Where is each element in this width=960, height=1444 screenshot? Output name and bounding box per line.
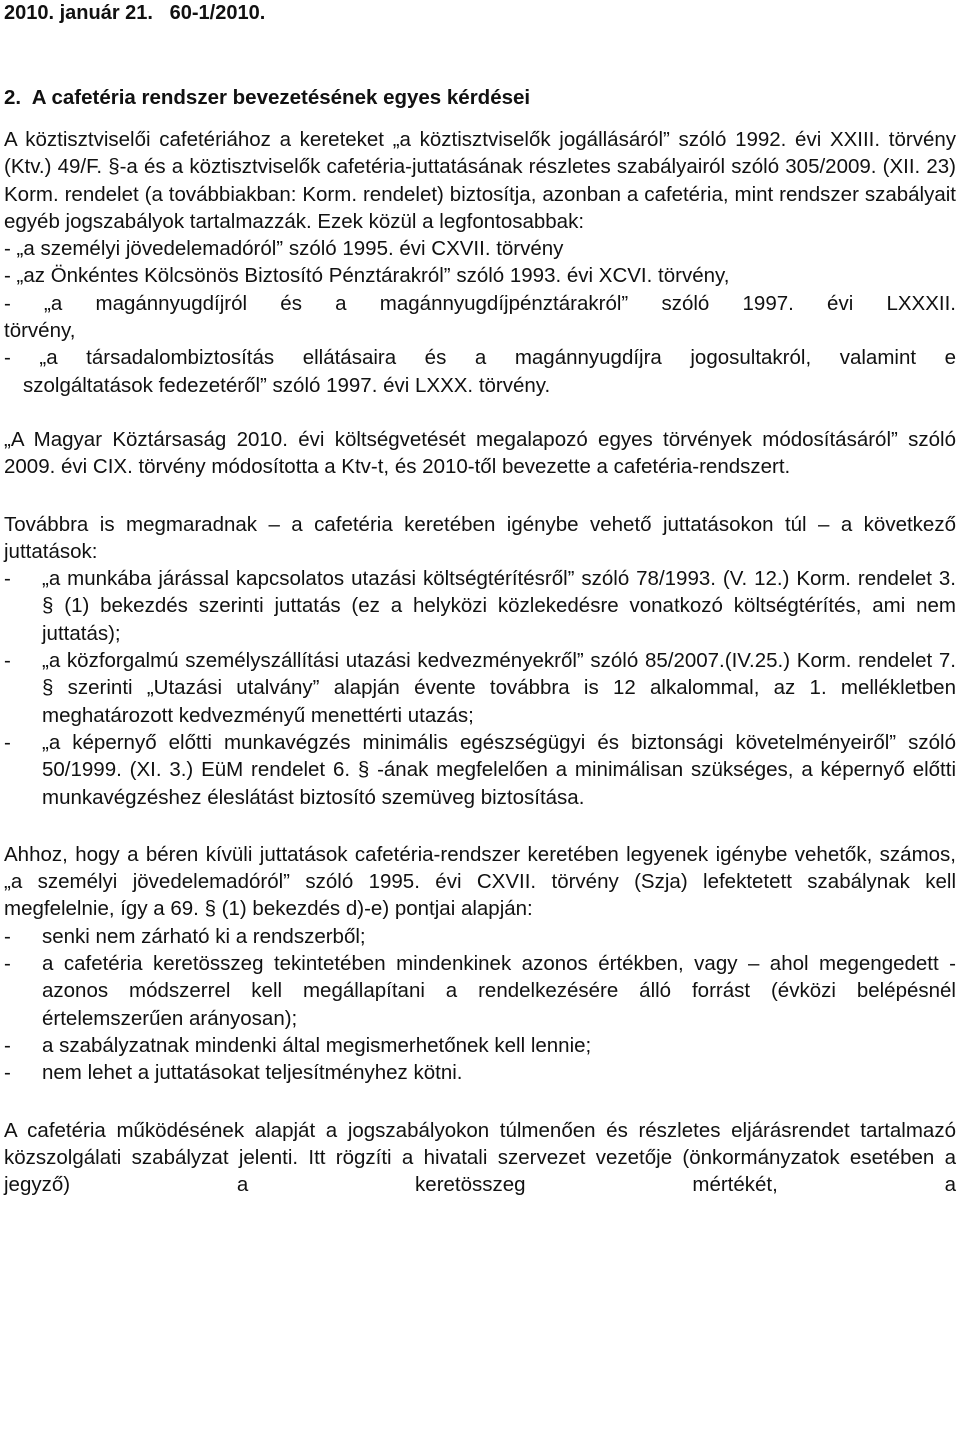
list-dash: - bbox=[4, 730, 11, 754]
conditions-list bbox=[4, 923, 956, 1087]
conditions-intro: Ahhoz, hogy a béren kívüli juttatások cafetéria-rendszer keretében legyenek igénybe vehetők, számos, „a személyi jövedelemadóról” szóló 1995. évi CXVII. törvény (Szja) lefektetett szabálynak kell megfelelnie, így a 69. § (1) bekezdés d)-e) pontjai alapján: bbox=[4, 842, 956, 921]
law-item-continuation bbox=[4, 317, 956, 344]
condition-item bbox=[4, 923, 956, 950]
list-dash: - bbox=[4, 952, 11, 976]
law-item-text: szolgáltatások fedezetéről” szóló 1997. évi LXXX. törvény. bbox=[23, 373, 551, 397]
list-dash: - bbox=[4, 924, 11, 948]
condition-item bbox=[4, 950, 956, 1032]
remaining-item bbox=[4, 647, 956, 729]
document-page bbox=[4, 0, 956, 1198]
remaining-item bbox=[4, 565, 956, 647]
remaining-item-text: „a képernyő előtti munkavégzés minimális egészségügyi és biztonsági követelményeiről” szóló 50/1999. (XI. 3.) EüM rendelet 6. § -ának megfelelően a minimálisan szükséges, a képernyő előtti munkavégzéshez éleslátást biztosító szemüveg biztosítása. bbox=[42, 730, 956, 809]
law-item-continuation bbox=[4, 372, 956, 399]
law-item bbox=[4, 235, 956, 262]
list-dash: - bbox=[4, 1033, 11, 1057]
condition-item-text: a szabályzatnak mindenki által megismerhetőnek kell lennie; bbox=[42, 1033, 592, 1057]
condition-item-text: nem lehet a juttatásokat teljesítményhez kötni. bbox=[42, 1061, 463, 1085]
list-dash: - bbox=[4, 1061, 11, 1085]
law-item-text: - „a személyi jövedelemadóról” szóló 1995. évi CXVII. törvény bbox=[4, 237, 564, 261]
law-list bbox=[4, 235, 956, 399]
closing-paragraph: A cafetéria működésének alapját a jogszabályokon túlmenően és részletes eljárásrendet tartalmazó közszolgálati szabályzat jelenti. Itt rögzíti a hivatali szervezet vezetője (önkormányzatok esetében a jegyző) a keretösszeg mértékét, a bbox=[4, 1118, 956, 1197]
law-item-text: - „a magánnyugdíjról és a magánnyugdíjpénztárakról” szóló 1997. évi LXXXII. bbox=[4, 291, 956, 315]
intro-paragraph: A köztisztviselői cafetériához a kereteket „a köztisztviselők jogállásáról” szóló 1992. évi XXIII. törvény (Ktv.) 49/F. §-a és a köztisztviselők cafetéria-juttatásának részletes szabályairól szóló 305/2009. (XII. 23) Korm. rendelet (a továbbiakban: Korm. rendelet) biztosítja, azonban a cafetéria, mint rendszer szabályait egyéb jogszabályok tartalmazzák. Ezek közül a legfontosabbak: bbox=[4, 128, 956, 233]
remaining-list bbox=[4, 565, 956, 811]
remaining-intro: Továbbra is megmaradnak – a cafetéria keretében igénybe vehető juttatásokon túl – a következő juttatások: bbox=[4, 512, 956, 563]
condition-item bbox=[4, 1032, 956, 1059]
document-header: 2010. január 21. 60-1/2010. bbox=[4, 2, 266, 24]
list-dash: - bbox=[4, 567, 11, 591]
condition-item-text: a cafetéria keretösszeg tekintetében mindenkinek azonos értékben, vagy – ahol megengedett - azonos módszerrel kell megállapítani a rendelkezésére álló forrást (évközi belépésnél értelemszerűen arányosan); bbox=[42, 952, 956, 1030]
condition-item bbox=[4, 1059, 956, 1086]
remaining-item-text: „a munkába járással kapcsolatos utazási költségtérítésről” szóló 78/1993. (V. 12.) Korm. rendelet 3. § (1) bekezdés szerinti juttatás (ez a helyközi közlekedésre vonatkozó költségtérítés, ami nem juttatás); bbox=[42, 567, 956, 645]
law-item bbox=[4, 290, 956, 317]
law-item-text: - „a társadalombiztosítás ellátásaira és a magánnyugdíjra jogosultakról, valamint e bbox=[4, 346, 956, 370]
remaining-item-text: „a közforgalmú személyszállítási utazási kedvezményekről” szóló 85/2007.(IV.25.) Korm. rendelet 7. § szerinti „Utazási utalvány” alapján évente továbbra is 12 alkalommal, az 1. mellékletben meghatározott kedvezményű menettérti utazás; bbox=[42, 649, 956, 727]
condition-item-text: senki nem zárható ki a rendszerből; bbox=[42, 924, 366, 948]
law-item bbox=[4, 344, 956, 371]
remaining-item bbox=[4, 729, 956, 811]
law-item bbox=[4, 262, 956, 289]
law-item-text: törvény, bbox=[4, 319, 76, 343]
section-title: 2. A cafetéria rendszer bevezetésének egyes kérdései bbox=[4, 86, 531, 109]
budget-paragraph: „A Magyar Köztársaság 2010. évi költségvetését megalapozó egyes törvények módosításáról” szóló 2009. évi CIX. törvény módosította a Ktv-t, és 2010-től bevezette a cafetéria-rendszert. bbox=[4, 427, 956, 479]
law-item-text: - „az Önkéntes Kölcsönös Biztosító Pénztárakról” szóló 1993. évi XCVI. törvény, bbox=[4, 264, 730, 288]
list-dash: - bbox=[4, 649, 11, 673]
